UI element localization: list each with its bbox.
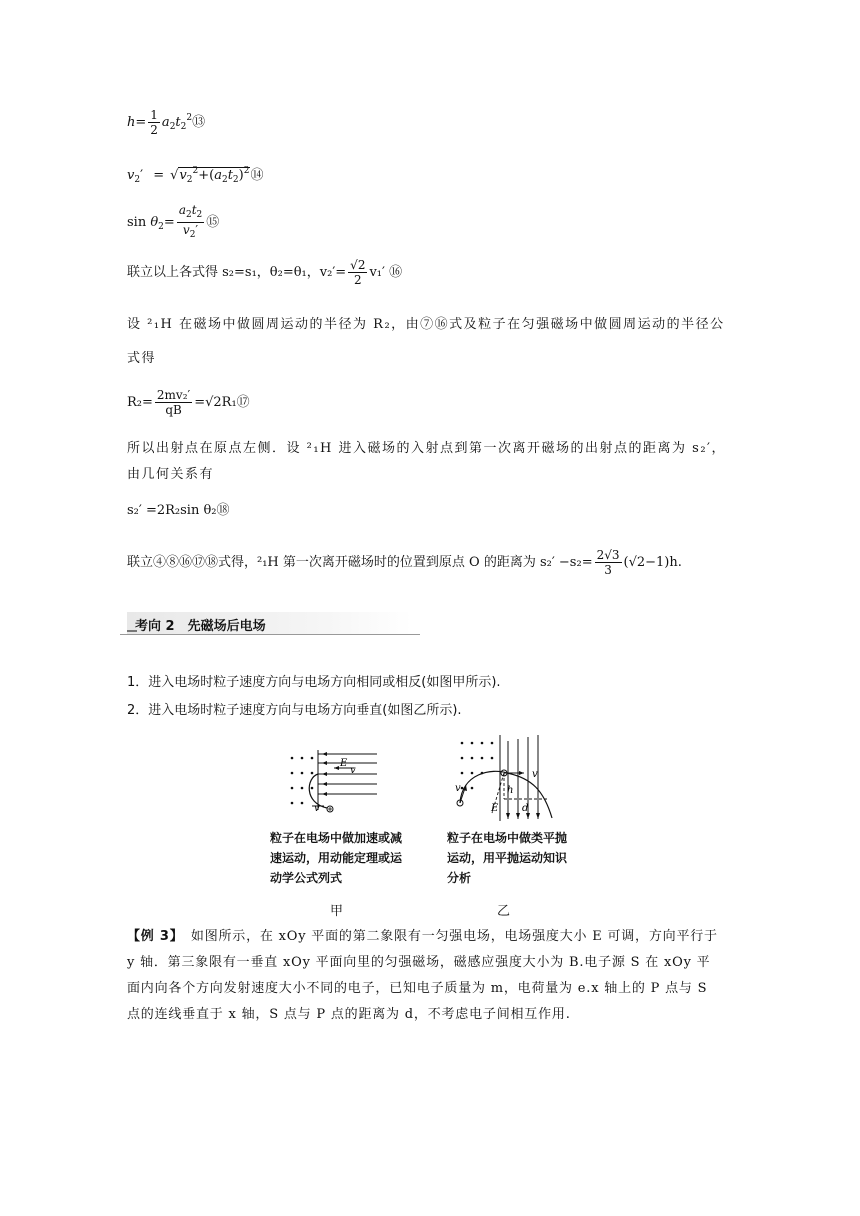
equation-17: R₂= $\frac{\text{2mv₂′}}{qB}$ =√2R₁⑰ bbox=[127, 388, 250, 417]
field-label-e: E bbox=[340, 758, 348, 769]
figure-right-label: 乙 bbox=[497, 904, 511, 919]
paragraph-exit-point: 所以出射点在原点左侧．设 ²₁H 进入磁场的入射点到第一次离开磁场的出射点的距离为 s₂′， 由几何关系有 bbox=[127, 441, 726, 482]
figure-right-caption: 粒子在电场中做类平抛 运动，用平抛运动知识 分析 bbox=[447, 831, 568, 885]
example-label: 【例 3】 bbox=[127, 929, 178, 944]
section-heading: 考向 2 先磁场后电场 bbox=[135, 619, 266, 634]
field-label-e: E bbox=[491, 803, 499, 814]
equation-13: h= $\frac{1}{2}$ $a_2t_2^2⑬$ bbox=[127, 108, 206, 137]
figure-right-diagram bbox=[452, 733, 562, 823]
figure-left-caption: 粒子在电场中做加速或减 速运动，用动能定理或运 动学公式列式 bbox=[270, 831, 403, 885]
figure-left-label: 甲 bbox=[330, 904, 344, 919]
paragraph-conclusion: 联立④⑧⑯⑰⑱式得，²₁H 第一次离开磁场时的位置到原点 O 的距离为 s₂′ −s₂= $\frac{2√3}{3}$ (√2−1)h. bbox=[127, 548, 682, 577]
list-item-1: 1．进入电场时粒子速度方向与电场方向相同或相反(如图甲所示). bbox=[127, 675, 501, 690]
list-item-2: 2．进入电场时粒子速度方向与电场方向垂直(如图乙所示). bbox=[127, 703, 462, 718]
figure-left-diagram bbox=[282, 748, 382, 818]
equation-18: s₂′ =2R₂sin θ₂⑱ bbox=[127, 503, 230, 518]
equation-16: 联立以上各式得 s₂=s₁，θ₂=θ₁，v₂′= $\frac{√2}{2}$ v₁′ ⑯ bbox=[127, 258, 403, 287]
example-3: 【例 3】 如图所示，在 xOy 平面的第二象限有一匀强电场，电场强度大小 E 可调，方向平行于 y 轴．第三象限有一垂直 xOy 平面向里的匀强磁场，磁感应强度大小为 B.电子源 S 在 xOy 平 面内向各个方向发射速度大小不同的电子，已知电子质量为 m，电荷量为 e.x 轴上的 P 点与 S 点的连线垂直于 x 轴，S 点与 P 点的距离为 d，不考虑电子间相互作用. bbox=[127, 929, 718, 1022]
equation-14: $v_2'$ = $√v_2^2+(a_2t_2)^2⑭$ bbox=[127, 166, 264, 185]
velocity-label-top: v bbox=[350, 765, 356, 776]
distance-label-d: d bbox=[522, 803, 529, 814]
velocity-label-left: v bbox=[455, 783, 461, 794]
velocity-label-bottom: v bbox=[314, 803, 320, 814]
section-heading-underline bbox=[120, 634, 420, 635]
paragraph-radius: 设 ²₁H 在磁场中做圆周运动的半径为 R₂，由⑦⑯式及粒子在匀强磁场中做圆周运动的半径公 式得 bbox=[127, 317, 725, 366]
equation-15: $\sin \theta_2=$ $\frac{a_2t_2}{v_2'}$ ⑮ bbox=[127, 203, 220, 240]
velocity-label-right: v bbox=[532, 769, 538, 780]
height-label-h: h bbox=[507, 785, 514, 796]
